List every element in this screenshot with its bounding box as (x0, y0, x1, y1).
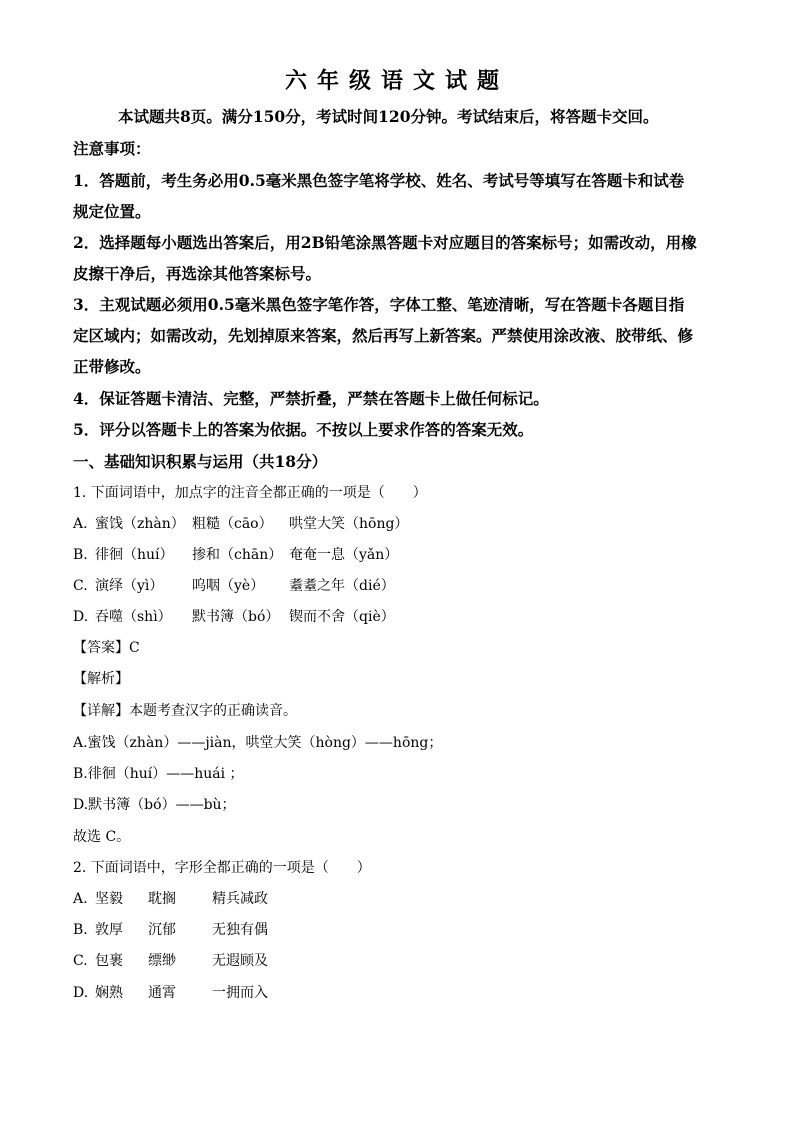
option-label: D. (73, 609, 89, 625)
analysis-line: D.默书簿（bó）——bù； (73, 797, 236, 813)
option-word: 包裹 (95, 953, 123, 969)
option-word: 一拥而入 (212, 985, 268, 1001)
option-word: 缥缈 (148, 953, 176, 969)
option-word: 蜜饯（zhàn） (95, 516, 185, 532)
option-word: 锲而不舍（qiè） (289, 609, 395, 625)
option-word: 徘徊（huí） (95, 547, 174, 563)
notice-line: 正带修改。 (73, 357, 151, 376)
option-word: 哄堂大笑（hōng） (289, 516, 409, 532)
option-label: C. (73, 578, 88, 594)
option-word: 吞噬（shì） (95, 609, 172, 625)
option-word: 精兵减政 (212, 891, 268, 907)
option-word: 演绎（yì） (95, 578, 164, 594)
question-1-option-d (73, 606, 733, 628)
option-label: B. (73, 547, 88, 563)
exam-title: 六年级语文试题 (284, 68, 509, 94)
option-word: 掺和（chān） (192, 547, 283, 563)
option-label: B. (73, 922, 88, 938)
notice-line: 2．选择题每小题选出答案后，用2B铅笔涂黑答题卡对应题目的答案标号；如需改动，用橡 (73, 233, 697, 252)
notice-line: 4．保证答题卡清洁、完整，严禁折叠，严禁在答题卡上做任何标记。 (73, 389, 549, 408)
question-2-option-a (73, 888, 733, 910)
option-word: 无独有偶 (212, 922, 268, 938)
option-label: A. (73, 516, 88, 532)
option-word: 沉郁 (148, 922, 176, 938)
question-2-option-b (73, 919, 733, 941)
exam-intro: 本试题共8页。满分150分，考试时间120分钟。考试结束后，将答题卡交回。 (118, 107, 659, 126)
option-word: 粗糙（cāo） (192, 516, 273, 532)
option-label: A. (73, 891, 88, 907)
option-word: 通霄 (148, 985, 176, 1001)
question-1-option-c (73, 575, 733, 597)
notice-line: 3．主观试题必须用0.5毫米黑色签字笔作答，字体工整、笔迹清晰，写在答题卡各题目指 (73, 295, 685, 314)
analysis-line: B.徘徊（huí）——huái ； (73, 766, 244, 782)
detail-line: 【详解】本题考查汉字的正确读音。 (73, 703, 297, 719)
option-word: 娴熟 (95, 985, 123, 1001)
notice-line: 1．答题前，考生务必用0.5毫米黑色签字笔将学校、姓名、考试号等填写在答题卡和试卷 (73, 171, 685, 190)
notice-heading: 注意事项： (73, 139, 151, 158)
option-word: 敦厚 (95, 922, 123, 938)
option-word: 默书簿（bó） (192, 609, 280, 625)
notice-line: 皮擦干净后，再选涂其他答案标号。 (73, 264, 322, 283)
question-1-stem: 1. 下面词语中，加点字的注音全都正确的一项是（ ） (73, 485, 427, 501)
option-word: 呜咽（yè） (192, 578, 265, 594)
option-label: D. (73, 985, 89, 1001)
question-2-option-d (73, 982, 733, 1004)
question-1-option-a (73, 513, 733, 535)
notice-line: 定区域内；如需改动，先划掉原来答案，然后再写上新答案。严禁使用涂改液、胶带纸、修 (73, 326, 694, 345)
option-word: 耽搁 (148, 891, 176, 907)
section-heading: 一、基础知识积累与运用（共18分） (73, 452, 328, 471)
notice-line: 5．评分以答题卡上的答案为依据。不按以上要求作答的答案无效。 (73, 420, 534, 439)
notice-line: 规定位置。 (73, 202, 151, 221)
question-1-option-b (73, 544, 733, 566)
question-2-option-c (73, 950, 733, 972)
option-word: 坚毅 (95, 891, 123, 907)
question-2-stem: 2. 下面词语中，字形全都正确的一项是（ ） (73, 860, 371, 876)
analysis-line: A.蜜饯（zhàn）——jiàn，哄堂大笑（hòng）——hōng； (73, 735, 443, 751)
option-word: 奄奄一息（yǎn） (289, 547, 399, 563)
answer-line: 【答案】C (73, 640, 140, 656)
analysis-heading: 【解析】 (73, 671, 129, 687)
option-label: C. (73, 953, 88, 969)
option-word: 耋耋之年（dié） (289, 578, 395, 594)
analysis-line: 故选 C。 (73, 829, 131, 845)
option-word: 无遐顾及 (212, 953, 268, 969)
